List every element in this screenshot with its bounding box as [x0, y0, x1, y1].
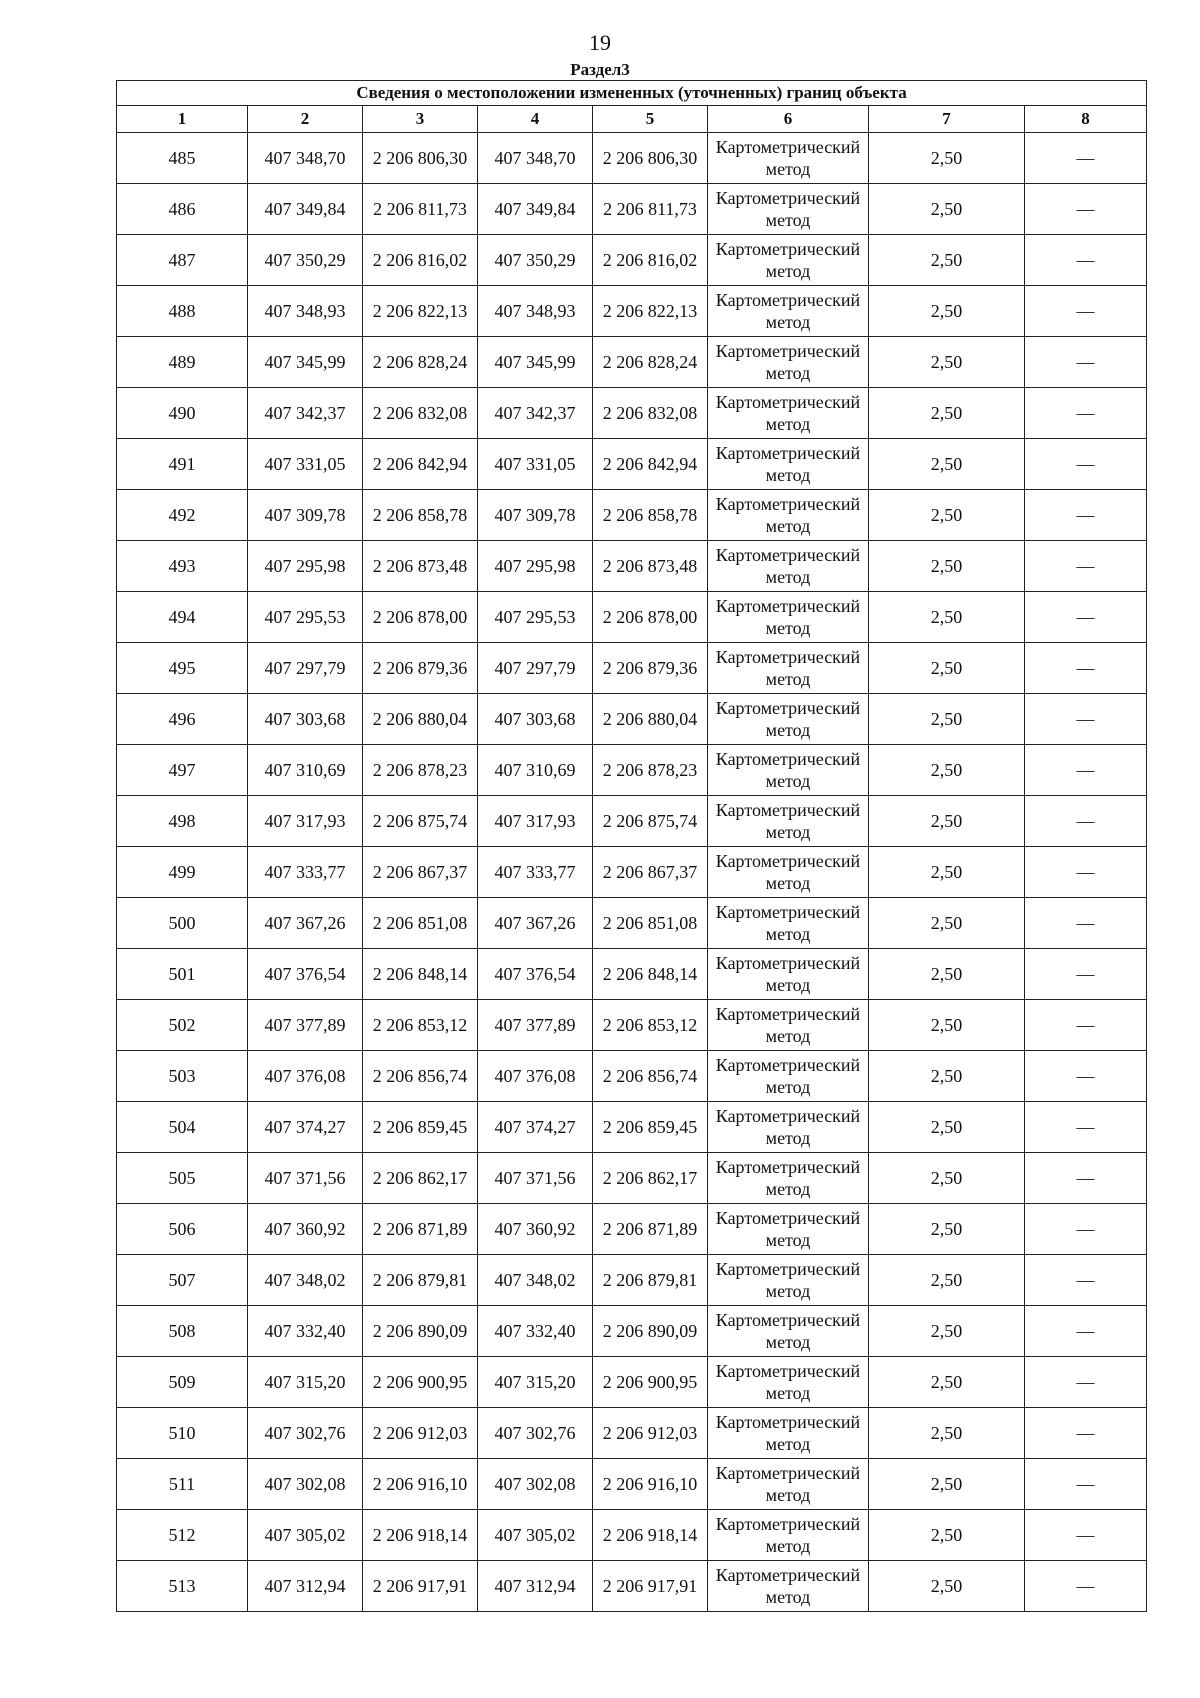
existing-x-cell: 407 348,93 [248, 286, 363, 337]
table-caption: Сведения о местоположении измененных (уточненных) границ объекта [117, 81, 1147, 106]
table-row [117, 235, 1147, 286]
existing-x-cell: 407 367,26 [248, 898, 363, 949]
accuracy-cell: 2,50 [869, 133, 1025, 184]
point-number-cell: 511 [117, 1459, 248, 1510]
table-row [117, 490, 1147, 541]
refined-x-cell: 407 348,70 [478, 133, 593, 184]
refined-x-cell: 407 315,20 [478, 1357, 593, 1408]
note-cell: — [1025, 796, 1147, 847]
table-row [117, 796, 1147, 847]
table-row [117, 388, 1147, 439]
note-cell: — [1025, 898, 1147, 949]
table-row [117, 592, 1147, 643]
point-number-cell: 500 [117, 898, 248, 949]
existing-y-cell: 2 206 832,08 [363, 388, 478, 439]
table-row [117, 949, 1147, 1000]
table-row [117, 184, 1147, 235]
coordinates-table [116, 80, 1147, 1612]
refined-x-cell: 407 348,93 [478, 286, 593, 337]
existing-y-cell: 2 206 879,36 [363, 643, 478, 694]
accuracy-cell: 2,50 [869, 541, 1025, 592]
method-cell: Картометрический метод [708, 1357, 869, 1408]
existing-x-cell: 407 302,08 [248, 1459, 363, 1510]
refined-y-cell: 2 206 880,04 [593, 694, 708, 745]
method-cell: Картометрический метод [708, 1051, 869, 1102]
accuracy-cell: 2,50 [869, 337, 1025, 388]
column-numbers-row [117, 106, 1147, 133]
refined-x-cell: 407 309,78 [478, 490, 593, 541]
point-number-cell: 491 [117, 439, 248, 490]
table-row [117, 1051, 1147, 1102]
refined-x-cell: 407 302,08 [478, 1459, 593, 1510]
point-number-cell: 488 [117, 286, 248, 337]
accuracy-cell: 2,50 [869, 694, 1025, 745]
point-number-cell: 498 [117, 796, 248, 847]
method-cell: Картометрический метод [708, 1204, 869, 1255]
method-cell: Картометрический метод [708, 1561, 869, 1612]
note-cell: — [1025, 541, 1147, 592]
existing-y-cell: 2 206 878,23 [363, 745, 478, 796]
refined-x-cell: 407 303,68 [478, 694, 593, 745]
refined-x-cell: 407 360,92 [478, 1204, 593, 1255]
note-cell: — [1025, 1408, 1147, 1459]
existing-y-cell: 2 206 858,78 [363, 490, 478, 541]
refined-x-cell: 407 310,69 [478, 745, 593, 796]
existing-y-cell: 2 206 890,09 [363, 1306, 478, 1357]
note-cell: — [1025, 235, 1147, 286]
existing-x-cell: 407 295,98 [248, 541, 363, 592]
accuracy-cell: 2,50 [869, 388, 1025, 439]
point-number-cell: 493 [117, 541, 248, 592]
table-body [117, 133, 1147, 1612]
existing-y-cell: 2 206 880,04 [363, 694, 478, 745]
refined-y-cell: 2 206 811,73 [593, 184, 708, 235]
method-cell: Картометрический метод [708, 1306, 869, 1357]
note-cell: — [1025, 490, 1147, 541]
table-row [117, 1408, 1147, 1459]
refined-y-cell: 2 206 832,08 [593, 388, 708, 439]
refined-y-cell: 2 206 875,74 [593, 796, 708, 847]
accuracy-cell: 2,50 [869, 592, 1025, 643]
table-row [117, 1255, 1147, 1306]
note-cell: — [1025, 439, 1147, 490]
table-row [117, 1561, 1147, 1612]
point-number-cell: 506 [117, 1204, 248, 1255]
accuracy-cell: 2,50 [869, 1051, 1025, 1102]
method-cell: Картометрический метод [708, 1255, 869, 1306]
point-number-cell: 485 [117, 133, 248, 184]
refined-y-cell: 2 206 871,89 [593, 1204, 708, 1255]
refined-y-cell: 2 206 918,14 [593, 1510, 708, 1561]
existing-x-cell: 407 312,94 [248, 1561, 363, 1612]
existing-x-cell: 407 345,99 [248, 337, 363, 388]
accuracy-cell: 2,50 [869, 235, 1025, 286]
refined-x-cell: 407 295,98 [478, 541, 593, 592]
refined-x-cell: 407 331,05 [478, 439, 593, 490]
column-number: 7 [869, 106, 1025, 133]
table-row [117, 1357, 1147, 1408]
note-cell: — [1025, 286, 1147, 337]
accuracy-cell: 2,50 [869, 1357, 1025, 1408]
table-row [117, 1306, 1147, 1357]
refined-x-cell: 407 297,79 [478, 643, 593, 694]
refined-y-cell: 2 206 851,08 [593, 898, 708, 949]
method-cell: Картометрический метод [708, 1459, 869, 1510]
note-cell: — [1025, 847, 1147, 898]
point-number-cell: 501 [117, 949, 248, 1000]
accuracy-cell: 2,50 [869, 439, 1025, 490]
accuracy-cell: 2,50 [869, 184, 1025, 235]
accuracy-cell: 2,50 [869, 1408, 1025, 1459]
existing-y-cell: 2 206 806,30 [363, 133, 478, 184]
refined-y-cell: 2 206 806,30 [593, 133, 708, 184]
existing-y-cell: 2 206 856,74 [363, 1051, 478, 1102]
refined-x-cell: 407 345,99 [478, 337, 593, 388]
existing-x-cell: 407 374,27 [248, 1102, 363, 1153]
column-number: 2 [248, 106, 363, 133]
existing-y-cell: 2 206 867,37 [363, 847, 478, 898]
existing-x-cell: 407 305,02 [248, 1510, 363, 1561]
table-row [117, 1000, 1147, 1051]
accuracy-cell: 2,50 [869, 1102, 1025, 1153]
accuracy-cell: 2,50 [869, 286, 1025, 337]
refined-y-cell: 2 206 917,91 [593, 1561, 708, 1612]
accuracy-cell: 2,50 [869, 490, 1025, 541]
point-number-cell: 489 [117, 337, 248, 388]
refined-y-cell: 2 206 816,02 [593, 235, 708, 286]
point-number-cell: 513 [117, 1561, 248, 1612]
accuracy-cell: 2,50 [869, 1510, 1025, 1561]
existing-y-cell: 2 206 828,24 [363, 337, 478, 388]
existing-y-cell: 2 206 853,12 [363, 1000, 478, 1051]
table-row [117, 847, 1147, 898]
refined-y-cell: 2 206 912,03 [593, 1408, 708, 1459]
refined-x-cell: 407 312,94 [478, 1561, 593, 1612]
table-row [117, 1510, 1147, 1561]
refined-y-cell: 2 206 879,81 [593, 1255, 708, 1306]
existing-x-cell: 407 332,40 [248, 1306, 363, 1357]
point-number-cell: 492 [117, 490, 248, 541]
existing-y-cell: 2 206 811,73 [363, 184, 478, 235]
existing-x-cell: 407 333,77 [248, 847, 363, 898]
note-cell: — [1025, 1204, 1147, 1255]
note-cell: — [1025, 337, 1147, 388]
refined-y-cell: 2 206 822,13 [593, 286, 708, 337]
method-cell: Картометрический метод [708, 745, 869, 796]
table-row [117, 643, 1147, 694]
accuracy-cell: 2,50 [869, 745, 1025, 796]
existing-y-cell: 2 206 862,17 [363, 1153, 478, 1204]
note-cell: — [1025, 694, 1147, 745]
refined-y-cell: 2 206 900,95 [593, 1357, 708, 1408]
refined-y-cell: 2 206 873,48 [593, 541, 708, 592]
existing-y-cell: 2 206 900,95 [363, 1357, 478, 1408]
method-cell: Картометрический метод [708, 541, 869, 592]
point-number-cell: 487 [117, 235, 248, 286]
existing-y-cell: 2 206 917,91 [363, 1561, 478, 1612]
point-number-cell: 497 [117, 745, 248, 796]
point-number-cell: 486 [117, 184, 248, 235]
note-cell: — [1025, 1000, 1147, 1051]
column-number: 6 [708, 106, 869, 133]
existing-y-cell: 2 206 918,14 [363, 1510, 478, 1561]
table-caption-row [117, 81, 1147, 106]
refined-y-cell: 2 206 856,74 [593, 1051, 708, 1102]
section-title: Раздел3 [570, 60, 630, 79]
refined-x-cell: 407 333,77 [478, 847, 593, 898]
existing-x-cell: 407 377,89 [248, 1000, 363, 1051]
method-cell: Картометрический метод [708, 1510, 869, 1561]
refined-x-cell: 407 350,29 [478, 235, 593, 286]
refined-y-cell: 2 206 858,78 [593, 490, 708, 541]
method-cell: Картометрический метод [708, 490, 869, 541]
table-row [117, 1153, 1147, 1204]
point-number-cell: 508 [117, 1306, 248, 1357]
existing-y-cell: 2 206 842,94 [363, 439, 478, 490]
table-row [117, 1204, 1147, 1255]
existing-x-cell: 407 376,54 [248, 949, 363, 1000]
note-cell: — [1025, 388, 1147, 439]
page-number: 19 [589, 30, 611, 55]
accuracy-cell: 2,50 [869, 643, 1025, 694]
existing-y-cell: 2 206 816,02 [363, 235, 478, 286]
existing-x-cell: 407 297,79 [248, 643, 363, 694]
point-number-cell: 505 [117, 1153, 248, 1204]
existing-x-cell: 407 317,93 [248, 796, 363, 847]
note-cell: — [1025, 1510, 1147, 1561]
note-cell: — [1025, 745, 1147, 796]
existing-x-cell: 407 342,37 [248, 388, 363, 439]
point-number-cell: 512 [117, 1510, 248, 1561]
point-number-cell: 503 [117, 1051, 248, 1102]
existing-x-cell: 407 309,78 [248, 490, 363, 541]
table-row [117, 337, 1147, 388]
refined-x-cell: 407 376,54 [478, 949, 593, 1000]
refined-y-cell: 2 206 862,17 [593, 1153, 708, 1204]
note-cell: — [1025, 1459, 1147, 1510]
existing-x-cell: 407 376,08 [248, 1051, 363, 1102]
refined-x-cell: 407 302,76 [478, 1408, 593, 1459]
note-cell: — [1025, 1255, 1147, 1306]
existing-x-cell: 407 303,68 [248, 694, 363, 745]
refined-x-cell: 407 348,02 [478, 1255, 593, 1306]
refined-y-cell: 2 206 859,45 [593, 1102, 708, 1153]
refined-x-cell: 407 374,27 [478, 1102, 593, 1153]
refined-x-cell: 407 342,37 [478, 388, 593, 439]
point-number-cell: 494 [117, 592, 248, 643]
refined-y-cell: 2 206 867,37 [593, 847, 708, 898]
table-row [117, 898, 1147, 949]
refined-x-cell: 407 332,40 [478, 1306, 593, 1357]
accuracy-cell: 2,50 [869, 1561, 1025, 1612]
existing-x-cell: 407 349,84 [248, 184, 363, 235]
method-cell: Картометрический метод [708, 1000, 869, 1051]
note-cell: — [1025, 1153, 1147, 1204]
note-cell: — [1025, 1102, 1147, 1153]
note-cell: — [1025, 643, 1147, 694]
point-number-cell: 507 [117, 1255, 248, 1306]
table-row [117, 286, 1147, 337]
point-number-cell: 504 [117, 1102, 248, 1153]
method-cell: Картометрический метод [708, 1102, 869, 1153]
point-number-cell: 499 [117, 847, 248, 898]
existing-y-cell: 2 206 878,00 [363, 592, 478, 643]
column-number: 8 [1025, 106, 1147, 133]
column-number: 5 [593, 106, 708, 133]
table-row [117, 541, 1147, 592]
existing-y-cell: 2 206 912,03 [363, 1408, 478, 1459]
accuracy-cell: 2,50 [869, 847, 1025, 898]
accuracy-cell: 2,50 [869, 796, 1025, 847]
refined-x-cell: 407 376,08 [478, 1051, 593, 1102]
point-number-cell: 509 [117, 1357, 248, 1408]
table-row [117, 439, 1147, 490]
existing-y-cell: 2 206 851,08 [363, 898, 478, 949]
column-number: 3 [363, 106, 478, 133]
existing-x-cell: 407 360,92 [248, 1204, 363, 1255]
method-cell: Картометрический метод [708, 796, 869, 847]
note-cell: — [1025, 133, 1147, 184]
existing-x-cell: 407 295,53 [248, 592, 363, 643]
refined-y-cell: 2 206 890,09 [593, 1306, 708, 1357]
point-number-cell: 510 [117, 1408, 248, 1459]
method-cell: Картометрический метод [708, 388, 869, 439]
refined-y-cell: 2 206 916,10 [593, 1459, 708, 1510]
method-cell: Картометрический метод [708, 898, 869, 949]
note-cell: — [1025, 592, 1147, 643]
table-row [117, 1102, 1147, 1153]
point-number-cell: 496 [117, 694, 248, 745]
column-number: 1 [117, 106, 248, 133]
accuracy-cell: 2,50 [869, 1255, 1025, 1306]
accuracy-cell: 2,50 [869, 1000, 1025, 1051]
existing-y-cell: 2 206 848,14 [363, 949, 478, 1000]
method-cell: Картометрический метод [708, 184, 869, 235]
existing-x-cell: 407 331,05 [248, 439, 363, 490]
method-cell: Картометрический метод [708, 439, 869, 490]
refined-y-cell: 2 206 878,00 [593, 592, 708, 643]
column-number: 4 [478, 106, 593, 133]
refined-y-cell: 2 206 828,24 [593, 337, 708, 388]
accuracy-cell: 2,50 [869, 1459, 1025, 1510]
existing-x-cell: 407 315,20 [248, 1357, 363, 1408]
note-cell: — [1025, 1051, 1147, 1102]
refined-y-cell: 2 206 853,12 [593, 1000, 708, 1051]
existing-x-cell: 407 302,76 [248, 1408, 363, 1459]
point-number-cell: 490 [117, 388, 248, 439]
table-row [117, 694, 1147, 745]
refined-y-cell: 2 206 842,94 [593, 439, 708, 490]
refined-x-cell: 407 317,93 [478, 796, 593, 847]
refined-y-cell: 2 206 879,36 [593, 643, 708, 694]
method-cell: Картометрический метод [708, 694, 869, 745]
table-row [117, 745, 1147, 796]
refined-x-cell: 407 371,56 [478, 1153, 593, 1204]
method-cell: Картометрический метод [708, 643, 869, 694]
refined-y-cell: 2 206 848,14 [593, 949, 708, 1000]
accuracy-cell: 2,50 [869, 949, 1025, 1000]
point-number-cell: 502 [117, 1000, 248, 1051]
accuracy-cell: 2,50 [869, 1306, 1025, 1357]
method-cell: Картометрический метод [708, 1153, 869, 1204]
table-row [117, 133, 1147, 184]
existing-y-cell: 2 206 873,48 [363, 541, 478, 592]
note-cell: — [1025, 1306, 1147, 1357]
existing-x-cell: 407 348,02 [248, 1255, 363, 1306]
existing-y-cell: 2 206 916,10 [363, 1459, 478, 1510]
refined-x-cell: 407 367,26 [478, 898, 593, 949]
note-cell: — [1025, 1561, 1147, 1612]
accuracy-cell: 2,50 [869, 898, 1025, 949]
existing-x-cell: 407 350,29 [248, 235, 363, 286]
method-cell: Картометрический метод [708, 847, 869, 898]
method-cell: Картометрический метод [708, 949, 869, 1000]
method-cell: Картометрический метод [708, 133, 869, 184]
existing-y-cell: 2 206 879,81 [363, 1255, 478, 1306]
method-cell: Картометрический метод [708, 337, 869, 388]
point-number-cell: 495 [117, 643, 248, 694]
existing-y-cell: 2 206 859,45 [363, 1102, 478, 1153]
note-cell: — [1025, 1357, 1147, 1408]
note-cell: — [1025, 184, 1147, 235]
method-cell: Картометрический метод [708, 1408, 869, 1459]
refined-y-cell: 2 206 878,23 [593, 745, 708, 796]
method-cell: Картометрический метод [708, 235, 869, 286]
refined-x-cell: 407 305,02 [478, 1510, 593, 1561]
existing-y-cell: 2 206 822,13 [363, 286, 478, 337]
method-cell: Картометрический метод [708, 286, 869, 337]
refined-x-cell: 407 377,89 [478, 1000, 593, 1051]
accuracy-cell: 2,50 [869, 1204, 1025, 1255]
existing-x-cell: 407 348,70 [248, 133, 363, 184]
existing-y-cell: 2 206 875,74 [363, 796, 478, 847]
existing-y-cell: 2 206 871,89 [363, 1204, 478, 1255]
note-cell: — [1025, 949, 1147, 1000]
method-cell: Картометрический метод [708, 592, 869, 643]
accuracy-cell: 2,50 [869, 1153, 1025, 1204]
table-row [117, 1459, 1147, 1510]
refined-x-cell: 407 349,84 [478, 184, 593, 235]
existing-x-cell: 407 371,56 [248, 1153, 363, 1204]
existing-x-cell: 407 310,69 [248, 745, 363, 796]
refined-x-cell: 407 295,53 [478, 592, 593, 643]
